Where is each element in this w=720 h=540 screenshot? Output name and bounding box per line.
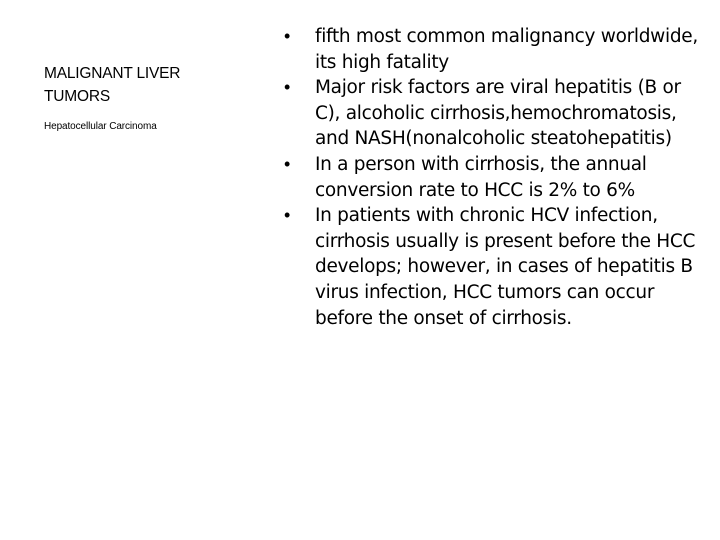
title-block [44, 62, 244, 134]
bullet-text: Major risk factors are viral hepatitis (B or C), alcoholic cirrhosis,hemochromatosis, and NASH(nonalcoholic steatohepatitis) [315, 77, 681, 150]
bullet-item [284, 152, 704, 203]
bullet-item [284, 75, 704, 152]
bullet-text: fifth most common malignancy worldwide, its high fatality [315, 26, 698, 73]
bullet-icon: • [284, 26, 291, 46]
bullet-text: In a person with cirrhosis, the annual conversion rate to HCC is 2% to 6% [315, 153, 647, 201]
bullet-list [284, 24, 704, 331]
slide-subtitle: Hepatocellular Carcinoma [44, 121, 157, 132]
bullet-item [284, 203, 704, 331]
bullet-icon: • [284, 205, 291, 226]
bullet-text: In patients with chronic HCV infection, cirrhosis usually is present before the HCC develops; however, in cases of hepatitis B virus infection, HCC tumors can occur before the onset of cirrhosis. [315, 205, 696, 329]
slide-title: MALIGNANT LIVER TUMORS [44, 65, 181, 105]
bullet-icon: • [284, 77, 291, 98]
bullet-item [284, 24, 704, 75]
bullet-icon: • [284, 153, 291, 174]
